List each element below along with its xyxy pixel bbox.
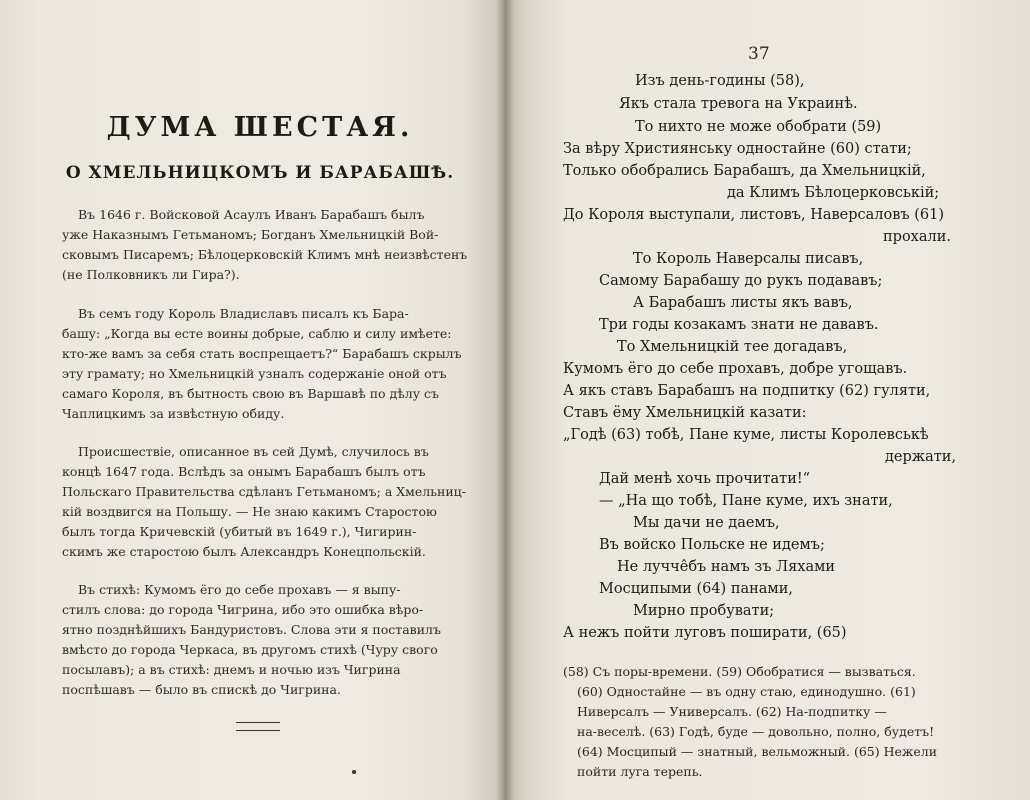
commentary-line: ятно позднѣйшихъ Бандуристовъ. Слова эти я поставилъ <box>62 622 441 637</box>
commentary-line: посылавъ); а въ стихѣ: днемъ и ночью изъ Чигрина <box>62 662 401 677</box>
footnote-line: Ниверсалъ — Универсалъ. (62) На-подпитку — <box>577 704 887 719</box>
verse-line: держати, <box>885 449 957 465</box>
commentary-line: Въ стихѣ: Кумомъ ёго до себе прохавъ — я выпу- <box>78 582 401 597</box>
verse-line: Три годы козакамъ знати не дававъ. <box>599 317 879 333</box>
verse-line: За вѣру Християнську одностайне (60) стати; <box>563 141 912 157</box>
verse-line: „Годѣ (63) тобѣ, Пане куме, листы Королевськѣ <box>563 427 929 443</box>
verse-line: Въ войско Польске не идемъ; <box>599 537 825 553</box>
page-title: ДУМА ШЕСТАЯ. <box>106 112 414 143</box>
verse-line: Мосципыми (64) панами, <box>599 581 793 597</box>
right-page <box>505 0 1030 800</box>
page-subtitle: О ХМЕЛЬНИЦКОМЪ И БАРАБАШѢ. <box>65 163 455 183</box>
commentary-line: (не Полковникъ ли Гира?). <box>62 267 240 282</box>
commentary-line: сковымъ Писаремъ; Бѣлоцерковскій Климъ мнѣ неизвѣстенъ <box>62 247 468 262</box>
commentary-line: поспѣшавъ — было въ спискѣ до Чигрина. <box>62 682 341 697</box>
verse-line: А нежъ пойти луговъ поширати, (65) <box>563 625 847 641</box>
verse-line: А якъ ставъ Барабашъ на подпитку (62) гуляти, <box>563 383 931 399</box>
verse-line: То Хмельницкій тее догадавъ, <box>617 339 848 355</box>
verse-line: А Барабашъ листы якъ вавъ, <box>633 295 853 311</box>
commentary-line: былъ тогда Кричевскій (убитый въ 1649 г.), Чигирин- <box>62 524 417 539</box>
commentary-line: Въ 1646 г. Войсковой Асаулъ Иванъ Барабашъ былъ <box>78 207 425 222</box>
footnote-line: (64) Мосципый — знатный, вельможный. (65) Нежели <box>577 744 938 759</box>
verse-line: Только обобрались Барабашъ, да Хмельницкій, <box>563 163 926 179</box>
commentary-line: концѣ 1647 года. Вслѣдъ за онымъ Барабашъ былъ отъ <box>62 464 426 479</box>
verse-line: Самому Барабашу до рукъ подававъ; <box>599 273 883 289</box>
verse-line: То нихто не може обобрати (59) <box>635 119 882 135</box>
commentary-line: Въ семъ году Король Владиславъ писалъ къ Бара- <box>78 306 409 321</box>
commentary-line: уже Наказнымъ Гетьманомъ; Богданъ Хмельницкій Вой- <box>62 227 439 242</box>
verse-line: — „На що тобѣ, Пане куме, ихъ знати, <box>599 493 893 509</box>
commentary-line: вмѣсто до города Черкаса, въ другомъ стихѣ (Чуру свого <box>62 642 438 657</box>
commentary-line: кій воздвигся на Польшу. — Не знаю какимъ Старостою <box>62 504 437 519</box>
left-page <box>0 0 505 800</box>
commentary-line: Чаплицкимъ за извѣстную обиду. <box>62 406 285 421</box>
commentary-line: Польскаго Правительства сдѣланъ Гетьманомъ; а Хмельниц- <box>62 484 466 499</box>
verse-line: прохали. <box>883 229 951 245</box>
footnote-line: на-веселѣ. (63) Годѣ, буде — довольно, полно, будетъ! <box>577 724 935 739</box>
verse-line: Дай менѣ хочь прочитати!“ <box>599 471 811 487</box>
commentary-line: башу: „Когда вы есте воины добрые, саблю и силу имѣете: <box>62 326 452 341</box>
verse-line: Мы дачи не даемъ, <box>633 515 780 531</box>
footnote-line: (60) Одностайне — въ одну стаю, единодушно. (61) <box>577 684 916 699</box>
footnote-line: (58) Съ поры-времени. (59) Обобратися — вызваться. <box>563 664 916 679</box>
commentary-line: эту грамату; но Хмельницкій узналъ содержаніе оной отъ <box>62 366 447 381</box>
page-number: 37 <box>748 44 770 64</box>
book-gutter <box>496 0 514 800</box>
commentary-line: стилъ слова: до города Чигрина, ибо это ошибка вѣро- <box>62 602 424 617</box>
verse-line: Изъ день-годины (58), <box>635 73 805 89</box>
commentary-line: Происшествіе, описанное въ сей Думѣ, случилось въ <box>78 444 429 459</box>
verse-line: То Король Наверсалы писавъ, <box>633 251 864 267</box>
verse-line: Якъ стала тревога на Украинѣ. <box>619 96 858 112</box>
verse-line: Ставъ ёму Хмельницкій казати: <box>563 405 807 421</box>
verse-line: Мирно пробувати; <box>633 603 775 619</box>
footnote-line: пойти луга терепь. <box>577 764 703 779</box>
verse-line: Кумомъ ёго до себе прохавъ, добре угощавъ. <box>563 361 908 377</box>
section-ornament <box>236 722 280 731</box>
verse-line: да Климъ Бѣлоцерковській; <box>727 185 940 201</box>
paper-speck <box>352 770 356 774</box>
commentary-line: скимъ же старостою былъ Александръ Конецпольскій. <box>62 544 426 559</box>
verse-line: До Короля выступали, листовъ, Наверсаловъ (61) <box>563 207 944 223</box>
verse-line: Не лучче̂бъ намъ зъ Ляхами <box>617 559 836 575</box>
commentary-line: самаго Короля, въ бытность свою въ Варшавѣ по дѣлу съ <box>62 386 440 401</box>
commentary-line: кто-же вамъ за себя стать воспрещаетъ?“ Барабашъ скрылъ <box>62 346 462 361</box>
